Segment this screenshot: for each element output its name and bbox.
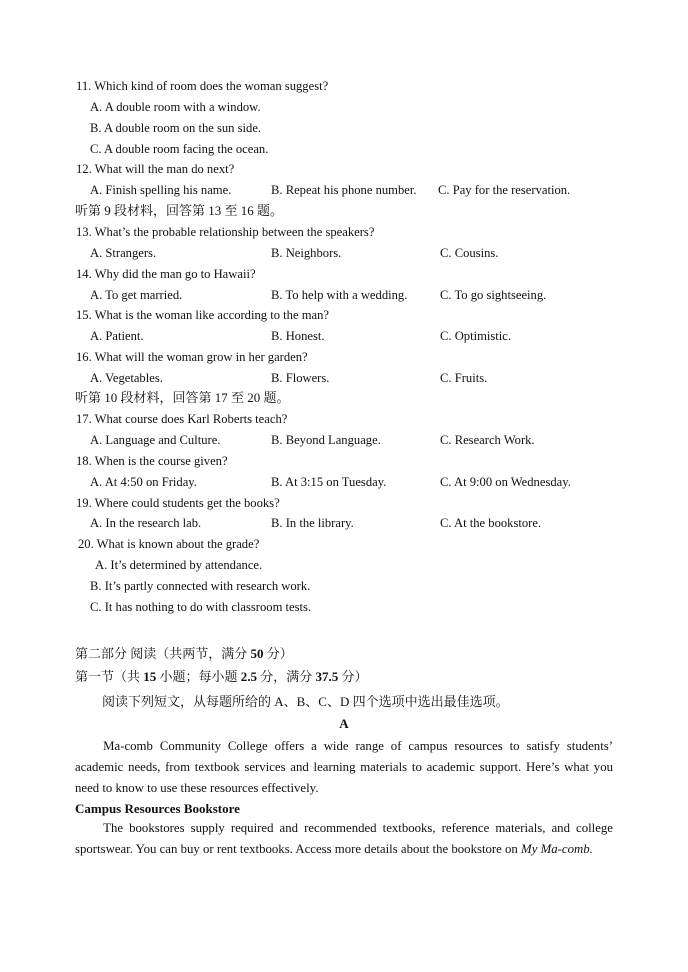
q13-option-c: C. Cousins. [440, 246, 499, 260]
q18-option-b: B. At 3:15 on Tuesday. [271, 475, 387, 489]
passage-paragraph-1: Ma-comb Community College offers a wide range of campus resources to satisfy students’ academic needs, from textbook services and learning materials to academic support. Here’s what you need to know to use these resources effectively. [75, 739, 613, 795]
section-1-count: 15 [143, 669, 157, 684]
section-9-instruction: 听第 9 段材料，回答第 13 至 16 题。 [75, 203, 284, 218]
q20-option-b: B. It’s partly connected with research work. [90, 579, 311, 593]
q17-option-b: B. Beyond Language. [271, 433, 381, 447]
q20-option-a: A. It’s determined by attendance. [95, 558, 263, 572]
reading-instruction: 阅读下列短文，从每题所给的 A、B、C、D 四个选项中选出最佳选项。 [102, 694, 509, 709]
q11-option-a: A. A double room with a window. [90, 100, 261, 114]
section-10-instruction: 听第 10 段材料，回答第 17 至 20 题。 [75, 390, 290, 405]
paragraph-2-italic: My Ma-comb. [521, 841, 593, 856]
question-12: 12. What will the man do next? [76, 162, 235, 176]
part-2-heading-tail: 分） [263, 646, 293, 661]
part-2-heading [75, 646, 293, 662]
passage-paragraph-2 [75, 818, 613, 860]
passage-label: A [339, 716, 349, 731]
q18-option-c: C. At 9:00 on Wednesday. [440, 475, 571, 489]
q12-option-c: C. Pay for the reservation. [438, 183, 571, 197]
question-18: 18. When is the course given? [76, 454, 228, 468]
section-1-text-a: 第一节（共 [75, 669, 144, 684]
q15-option-c: C. Optimistic. [440, 329, 512, 343]
q14-option-a: A. To get married. [90, 288, 183, 302]
paragraph-2-text: The bookstores supply required and recommended textbooks, reference materials, and college sportswear. You can buy or rent textbooks. Access more details about the bookstore on [75, 821, 613, 856]
q17-option-c: C. Research Work. [440, 433, 535, 447]
q11-option-c: C. A double room facing the ocean. [90, 142, 269, 156]
part-2-heading-text: 第二部分 阅读（共两节，满分 [75, 646, 251, 661]
q13-option-b: B. Neighbors. [271, 246, 342, 260]
section-1-heading [75, 669, 368, 685]
section-1-each: 2.5 [240, 669, 258, 684]
q15-option-b: B. Honest. [271, 329, 325, 343]
section-1-text-c: 小题；每小题 [156, 669, 241, 684]
q19-option-a: A. In the research lab. [90, 516, 202, 530]
question-14: 14. Why did the man go to Hawaii? [76, 267, 256, 281]
q12-option-b: B. Repeat his phone number. [271, 183, 417, 197]
section-1-text-g: 分） [338, 669, 368, 684]
q19-option-c: C. At the bookstore. [440, 516, 542, 530]
q16-option-c: C. Fruits. [440, 371, 488, 385]
question-19: 19. Where could students get the books? [76, 496, 280, 510]
question-16: 16. What will the woman grow in her garden? [76, 350, 308, 364]
section-1-text-e: 分，满分 [257, 669, 316, 684]
question-20: 20. What is known about the grade? [78, 537, 260, 551]
question-13: 13. What’s the probable relationship between the speakers? [76, 225, 375, 239]
q20-option-c: C. It has nothing to do with classroom tests. [90, 600, 312, 614]
q16-option-b: B. Flowers. [271, 371, 330, 385]
q17-option-a: A. Language and Culture. [90, 433, 221, 447]
q13-option-a: A. Strangers. [90, 246, 157, 260]
question-17: 17. What course does Karl Roberts teach? [76, 412, 288, 426]
q15-option-a: A. Patient. [90, 329, 144, 343]
part-2-score: 50 [250, 646, 264, 661]
question-11: 11. Which kind of room does the woman suggest? [76, 79, 329, 93]
question-15: 15. What is the woman like according to the man? [76, 308, 329, 322]
q14-option-b: B. To help with a wedding. [271, 288, 408, 302]
q18-option-a: A. At 4:50 on Friday. [90, 475, 197, 489]
section-1-total: 37.5 [315, 669, 339, 684]
section-subheading: Campus Resources Bookstore [75, 801, 240, 816]
q14-option-c: C. To go sightseeing. [440, 288, 547, 302]
q16-option-a: A. Vegetables. [90, 371, 163, 385]
q19-option-b: B. In the library. [271, 516, 354, 530]
q11-option-b: B. A double room on the sun side. [90, 121, 262, 135]
q12-option-a: A. Finish spelling his name. [90, 183, 232, 197]
